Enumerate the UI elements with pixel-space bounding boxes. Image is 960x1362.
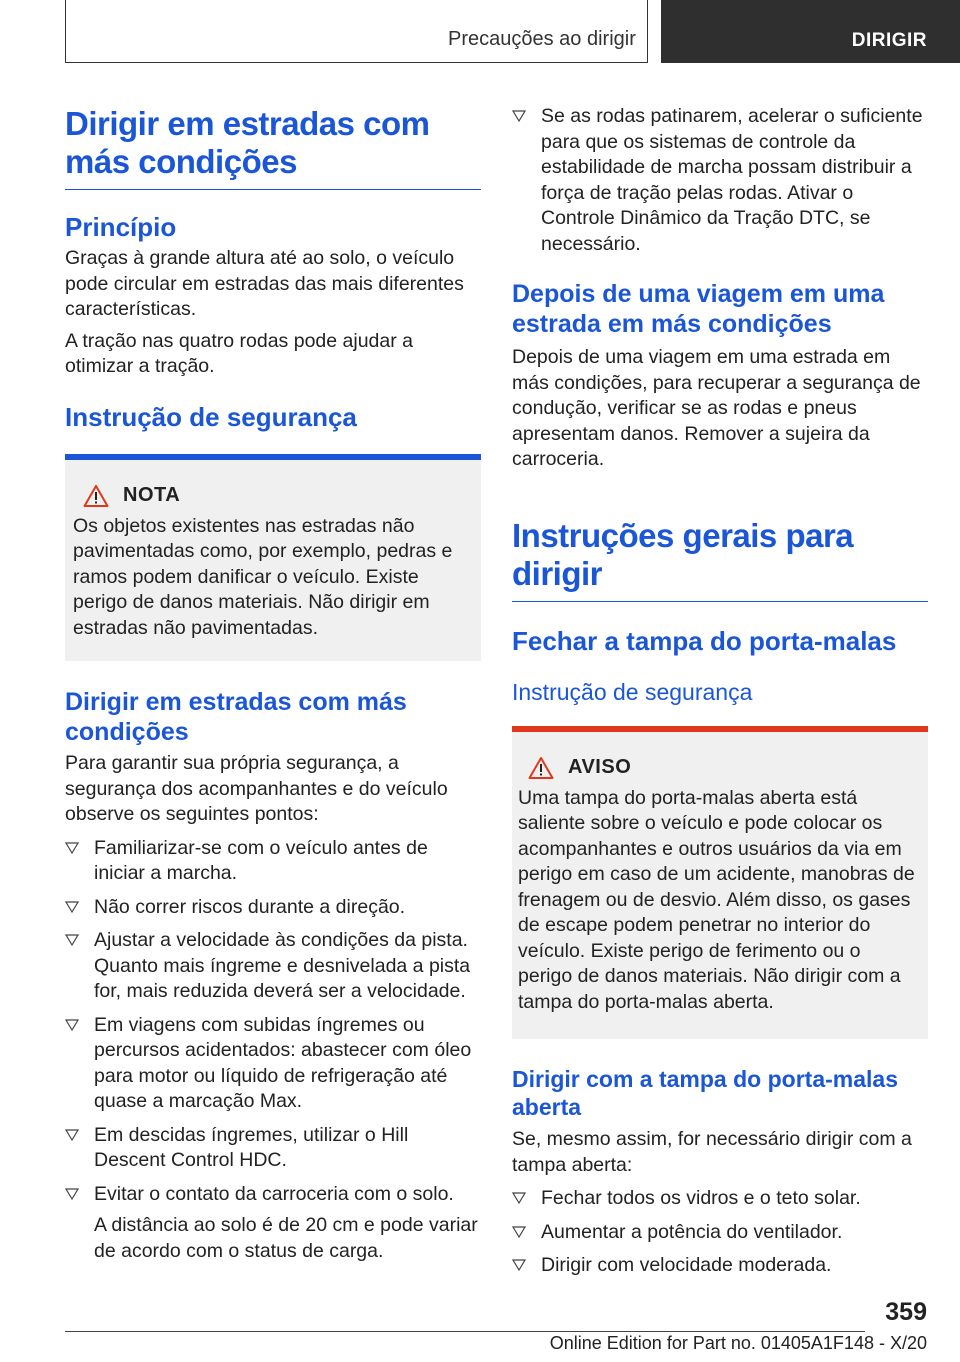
triangle-bullet-icon bbox=[512, 1225, 526, 1239]
warning-text: Uma tampa do porta-malas aberta está saliente sobre o veículo e pode colocar os acompanhantes e outros usuários da via em perigo em caso de um acidente, manobras de frenagem ou de desvio. Além disso, os gases de escape podem penetrar no interior do veículo. Existe perigo de ferimento ou o perigo de danos materiais. Não dirigir com a tampa do porta-malas aberta. bbox=[518, 786, 915, 1013]
page-number: 359 bbox=[885, 1298, 927, 1326]
footer-divider bbox=[65, 1331, 865, 1332]
after-trip-text: Depois de uma viagem em uma estrada em más condições, para recuperar a segurança de condução, verificar se as rodas e pneus apresentam danos. Remover a sujeira da carroceria. bbox=[512, 346, 921, 470]
heading-general-instructions: Instruções gerais para dirigir bbox=[512, 517, 928, 602]
continued-list bbox=[512, 104, 928, 257]
heading-safety-instruction: Instrução de segurança bbox=[65, 401, 357, 432]
warning-box-title bbox=[518, 756, 920, 780]
left-column bbox=[65, 100, 481, 1264]
heading-close-trunk: Fechar a tampa do porta-malas bbox=[512, 625, 897, 656]
header-chapter-title: DIRIGIR bbox=[851, 30, 927, 51]
principle-paragraph-2: A tração nas quatro rodas pode ajudar a otimizar a tração. bbox=[65, 329, 413, 377]
list-item: Ajustar a velocidade às condições da pista. Quanto mais íngreme e desnivelada a pista for, mais reduzida deverá ser a velocidade. bbox=[65, 928, 481, 1005]
open-trunk-intro: Se, mesmo assim, for necessário dirigir com a tampa aberta: bbox=[512, 1128, 912, 1176]
heading-open-trunk: Dirigir com a tampa do porta-malas aberta bbox=[512, 1066, 898, 1120]
list-item: Aumentar a potência do ventilador. bbox=[512, 1220, 928, 1246]
warning-label: AVISO bbox=[568, 756, 632, 778]
triangle-bullet-icon bbox=[512, 109, 526, 123]
heading-bad-roads-main: Dirigir em estradas com más condições bbox=[65, 105, 481, 190]
warning-box bbox=[512, 726, 928, 1040]
triangle-bullet-icon bbox=[65, 1187, 79, 1201]
triangle-bullet-icon bbox=[65, 1128, 79, 1142]
note-label: NOTA bbox=[123, 484, 181, 506]
triangle-bullet-icon bbox=[65, 841, 79, 855]
heading-trunk-safety: Instrução de segurança bbox=[512, 678, 753, 705]
list-item: Em viagens com subidas íngremes ou percursos acidentados: abastecer com óleo para motor ou líquido de refrigeração até quase a marcação Max. bbox=[65, 1013, 481, 1115]
warning-triangle-icon bbox=[83, 484, 109, 508]
list-item-note: A distância ao solo é de 20 cm e pode variar de acordo com o status de carga. bbox=[94, 1214, 478, 1262]
bad-roads-list bbox=[65, 836, 481, 1265]
note-box bbox=[65, 454, 481, 662]
list-item: Familiarizar-se com o veículo antes de iniciar a marcha. bbox=[65, 836, 481, 887]
principle-paragraph-1: Graças à grande altura até ao solo, o veículo pode circular em estradas das mais diferentes características. bbox=[65, 247, 464, 320]
heading-principle: Princípio bbox=[65, 212, 177, 242]
list-item: Dirigir com velocidade moderada. bbox=[512, 1253, 928, 1279]
footer-edition: Online Edition for Part no. 01405A1F148 - X/20 bbox=[549, 1333, 927, 1353]
list-item: Em descidas íngremes, utilizar o Hill Descent Control HDC. bbox=[65, 1123, 481, 1174]
bad-roads-intro: Para garantir sua própria segurança, a segurança dos acompanhantes e do veículo observe os seguintes pontos: bbox=[65, 752, 448, 825]
list-item: Fechar todos os vidros e o teto solar. bbox=[512, 1186, 928, 1212]
right-column bbox=[512, 100, 928, 1279]
header-chapter-tab bbox=[661, 0, 960, 63]
heading-after-trip: Depois de uma viagem em uma estrada em más condições bbox=[512, 280, 885, 338]
triangle-bullet-icon bbox=[65, 933, 79, 947]
triangle-bullet-icon bbox=[65, 900, 79, 914]
triangle-bullet-icon bbox=[512, 1258, 526, 1272]
triangle-bullet-icon bbox=[512, 1191, 526, 1205]
warning-triangle-icon bbox=[528, 756, 554, 780]
open-trunk-list bbox=[512, 1186, 928, 1279]
triangle-bullet-icon bbox=[65, 1018, 79, 1032]
heading-bad-roads-sub: Dirigir em estradas com más condições bbox=[65, 688, 407, 746]
list-item: Não correr riscos durante a direção. bbox=[65, 895, 481, 921]
note-box-title bbox=[73, 484, 473, 508]
note-text: Os objetos existentes nas estradas não pavimentadas como, por exemplo, pedras e ramos podem danificar o veículo. Existe perigo de danos materiais. Não dirigir em estradas não pavimentadas. bbox=[73, 514, 453, 639]
list-item: Se as rodas patinarem, acelerar o suficiente para que os sistemas de controle da estabilidade de marcha possam distribuir a força de tração pelas rodas. Ativar o Controle Dinâmico da Tração DTC, se necessário. bbox=[512, 104, 928, 257]
header-section-title: Precauções ao dirigir bbox=[448, 28, 636, 50]
list-item: Evitar o contato da carroceria com o solo. A distância ao solo é de 20 cm e pode variar de acordo com o status de carga. bbox=[65, 1182, 481, 1265]
